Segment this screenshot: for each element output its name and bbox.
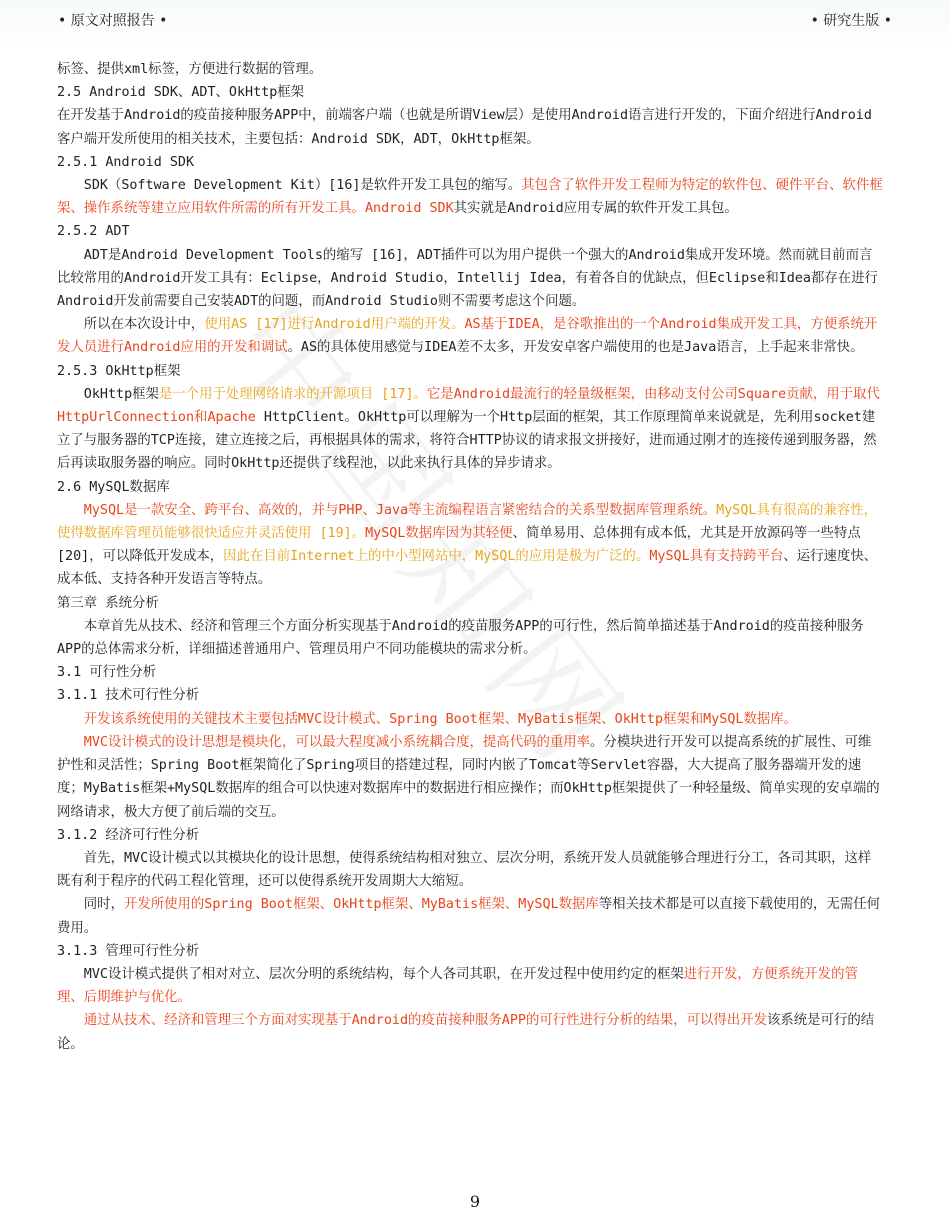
text-segment: ADT是Android Development Tools的缩写 [16]，ADT插件可以为用户提供一个强大的Android集成开发环境。然而就目前而言比较常用的Android开发工具有：Eclipse，Android Studio，Intellij Idea，有着各自的优缺点，但Eclipse和Idea都存在进行Android开发前需要自己安装ADT的问题，而Android Studio则不需要考虑这个问题。: [57, 247, 878, 310]
text-segment: SDK（Software Development Kit）[16]是软件开发工具包的缩写。: [83, 178, 522, 194]
paragraph: [57, 220, 883, 243]
highlighted-text: MySQL具有很高的兼容性，使得数据库管理员能够很快适应并灵活使用 [19]。: [57, 502, 877, 542]
paragraph: [57, 360, 883, 383]
paragraph: [57, 476, 883, 499]
paragraph: [57, 313, 883, 359]
highlighted-text: 其包含了软件开发工程师为特定的软件包、硬件平台、软件框架、操作系统等建立应用软件所需的所有开发工具。Android SDK: [57, 178, 883, 217]
paragraph: [57, 499, 883, 592]
text-segment: 在开发基于Android的疫苗接种服务APP中，前端客户端（也就是所谓View层）是使用Android语言进行开发的，下面介绍进行Android客户端开发所使用的相关技术，主要包括：Android SDK，ADT，OkHttp框架。: [57, 108, 872, 147]
highlighted-text: 开发所使用的Spring Boot框架、OkHttp框架、MyBatis框架、MySQL数据库: [123, 897, 599, 913]
paragraph: [57, 81, 883, 104]
highlighted-text: 通过从技术、经济和管理三个方面对实现基于Android的疫苗接种服务APP的可行性进行分析的结果，可以得出开发: [83, 1013, 767, 1029]
text-segment: MVC设计模式提供了相对对立、层次分明的系统结构，每个人各司其职，在开发过程中使用约定的框架: [83, 966, 684, 982]
page-header: [58, 8, 892, 32]
header-right-label: • 研究生版 •: [810, 13, 892, 29]
text-segment: 同时，: [83, 897, 124, 913]
highlighted-text: MySQL具有支持跨平台: [649, 549, 784, 565]
paragraph: [57, 963, 883, 1009]
paragraph: [57, 615, 883, 661]
text-segment: 。分模块进行开发可以提高系统的扩展性、可维护性和灵活性；Spring Boot框架简化了Spring项目的搭建过程，同时内嵌了Tomcat等Servlet容器，大大提高了服务器端开发的速度；MyBatis框架+MySQL数据库的组合可以快速对数据库中的数据进行相应操作；而OkHttp框架提供了一种轻量级、简单实现的安卓端的网络请求，极大方便了前后端的交互。: [57, 734, 880, 820]
paragraph: [57, 847, 883, 893]
highlighted-text: 使用AS [17]进行Android用户端的开发。: [204, 317, 465, 333]
text-segment: 2.5.1 Android SDK: [57, 154, 195, 170]
paragraph: [57, 151, 883, 174]
text-segment: 。AS的具体使用感觉与IDEA差不太多，开发安卓客户端使用的也是Java语言，上手起来非常快。: [287, 340, 864, 356]
paragraph: [57, 824, 883, 847]
paragraph: [57, 708, 883, 731]
paragraph: [57, 174, 883, 220]
text-segment: 、简单易用、总体拥有成本低，尤其是开放源码等一些特点 [20]，可以降低开发成本，: [57, 526, 861, 565]
text-segment: 3.1 可行性分析: [57, 665, 157, 681]
text-segment: 2.5.3 OkHttp框架: [57, 363, 181, 379]
text-segment: 该系统是可行的结论。: [57, 1013, 875, 1052]
highlighted-text: 开发该系统使用的关键技术主要包括MVC设计模式、Spring Boot框架、MyBatis框架、OkHttp框架和MySQL数据库。: [83, 711, 798, 727]
page-number: 9: [469, 1192, 481, 1211]
text-segment: 所以在本次设计中，: [83, 317, 205, 333]
header-left-label: • 原文对照报告 •: [58, 13, 168, 29]
text-segment: 3.1.3 管理可行性分析: [57, 943, 200, 959]
paragraph: [57, 661, 883, 684]
highlighted-text: 它是Android最流行的轻量级框架，由移动支付公司Square贡献，用于取代HttpUrlConnection和Apache: [57, 386, 880, 426]
text-segment: 等相关技术都是可以直接下载使用的，无需任何费用。: [57, 897, 880, 936]
paragraph: [57, 58, 883, 81]
paragraph: [57, 684, 883, 707]
highlighted-text: 进行开发，方便系统开发的管理、后期维护与优化。: [57, 966, 858, 1006]
highlighted-text: AS基于IDEA，是谷歌推出的一个Android集成开发工具，方便系统开发人员进行Android应用的开发和调试: [57, 317, 878, 356]
highlighted-text: MySQL是一款安全、跨平台、高效的，并与PHP、Java等主流编程语言紧密结合的关系型数据库管理系统。: [83, 502, 717, 518]
text-segment: OkHttp框架: [83, 386, 159, 402]
highlighted-text: 是一个用于处理网络请求的开源项目 [17]。: [158, 386, 427, 402]
text-segment: 2.6 MySQL数据库: [57, 479, 170, 495]
text-segment: 3.1.2 经济可行性分析: [57, 827, 200, 843]
text-segment: 2.5 Android SDK、ADT、OkHttp框架: [57, 85, 305, 101]
text-segment: 其实就是Android应用专属的软件开发工具包。: [453, 201, 738, 217]
paragraph: [57, 893, 883, 939]
highlighted-text: MVC设计模式的设计思想是模块化，可以最大程度减小系统耦合度，提高代码的重用率: [83, 734, 591, 750]
paragraph: [57, 244, 883, 314]
paragraph: [57, 731, 883, 824]
text-segment: 首先，MVC设计模式以其模块化的设计思想，使得系统结构相对独立、层次分明，系统开发人员就能够合理进行分工，各司其职，这样既有利于程序的代码工程化管理，还可以使得系统开发周期大大缩短。: [57, 850, 872, 890]
highlighted-text: MySQL数据库因为其轻便: [365, 526, 513, 542]
paragraph: [57, 383, 883, 476]
text-segment: HttpClient。OkHttp可以理解为一个Http层面的框架，其工作原理简单来说就是，先利用socket建立了与服务器的TCP连接，建立连接之后，再根据具体的需求，将符合HTTP协议的请求报文拼接好，进而通过刚才的连接传递到服务器，然后再读取服务器的响应。同时OkHttp还提供了线程池，以此来执行具体的异步请求。: [57, 410, 877, 472]
paragraph: [57, 1009, 883, 1055]
paragraph: [57, 104, 883, 150]
text-segment: 2.5.2 ADT: [57, 224, 130, 240]
text-segment: 3.1.1 技术可行性分析: [57, 688, 200, 704]
text-segment: 标签、提供xml标签，方便进行数据的管理。: [57, 62, 323, 77]
text-segment: 第三章 系统分析: [57, 595, 159, 611]
paragraph: [57, 592, 883, 615]
highlighted-text: 因此在目前Internet上的中小型网站中，MySQL的应用是极为广泛的。: [223, 549, 650, 565]
paragraph: [57, 940, 883, 963]
text-segment: 、运行速度快、成本低、支持各种开发语言等特点。: [57, 549, 878, 588]
text-segment: 本章首先从技术、经济和管理三个方面分析实现基于Android的疫苗服务APP的可行性，然后简单描述基于Android的疫苗接种服务APP的总体需求分析，详细描述普通用户、管理员用户不同功能模块的需求分析。: [57, 618, 864, 658]
document-body: [57, 58, 883, 1056]
